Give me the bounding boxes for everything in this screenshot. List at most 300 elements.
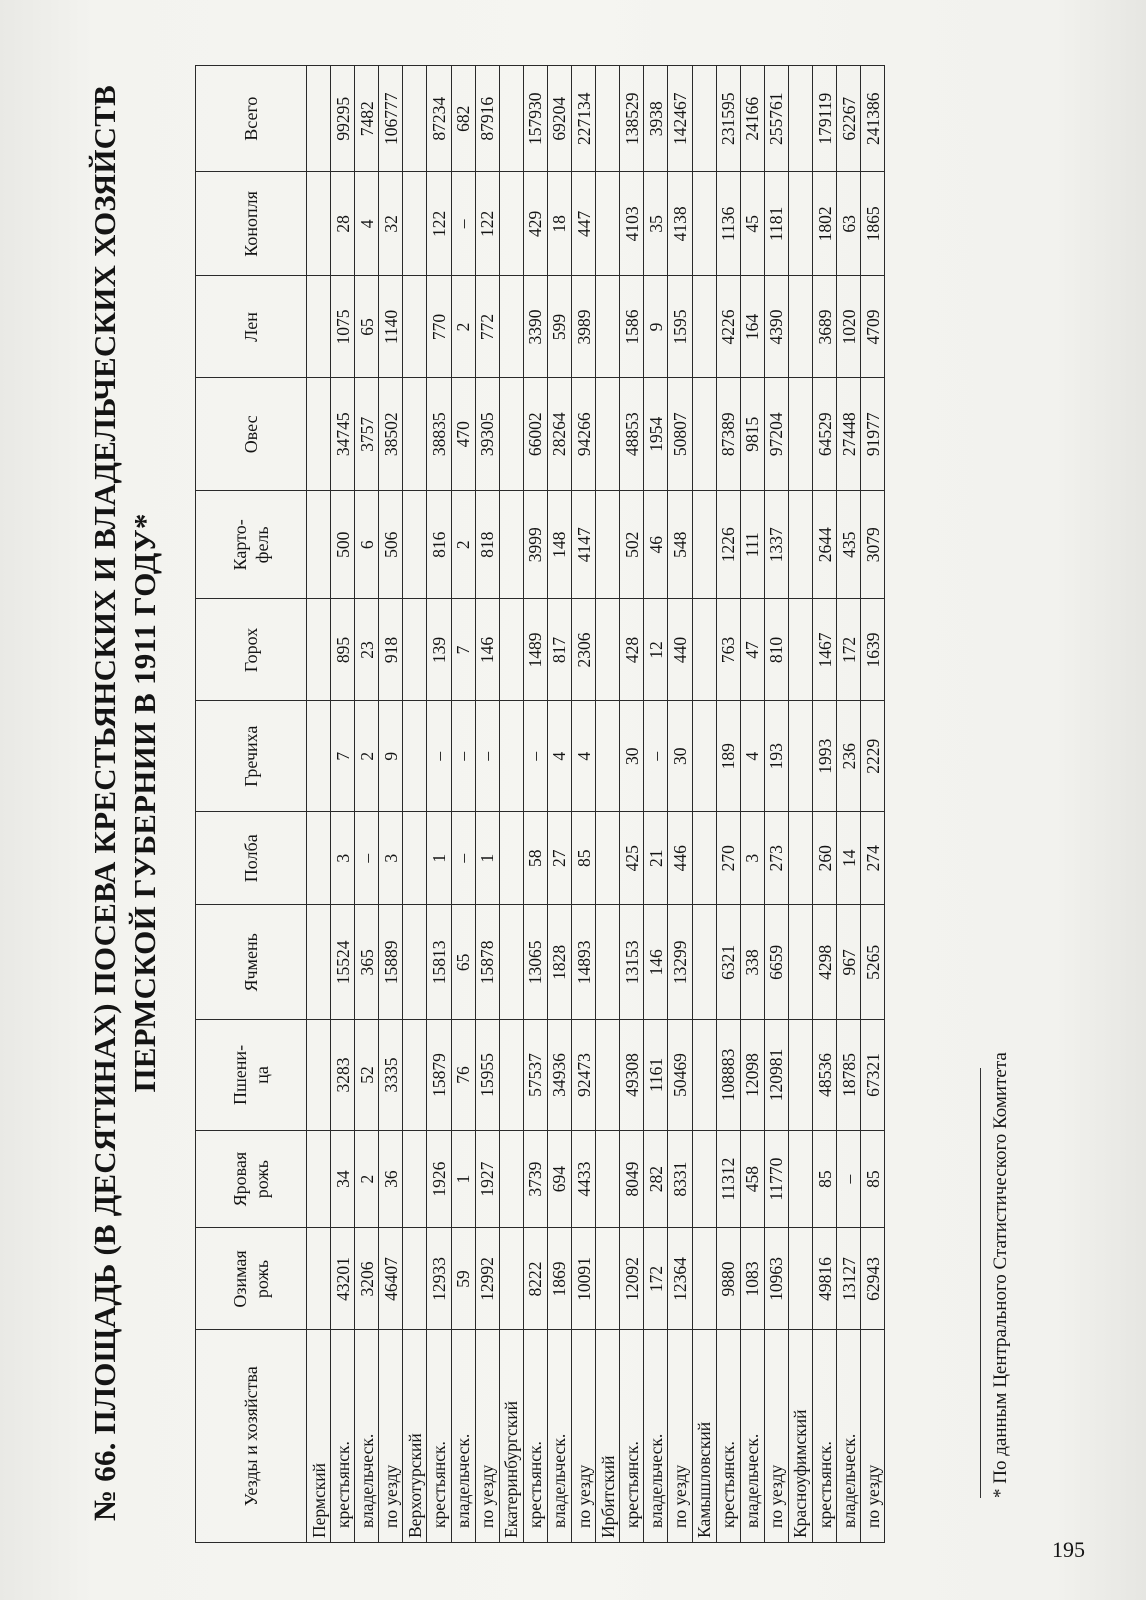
table-cell: 12 bbox=[644, 599, 668, 701]
table-cell bbox=[403, 905, 427, 1020]
table-cell: 23 bbox=[355, 599, 379, 701]
column-header: Конопля bbox=[196, 172, 307, 276]
table-cell: 164 bbox=[740, 276, 764, 378]
table-cell: 1828 bbox=[547, 905, 571, 1020]
table-cell: 1083 bbox=[740, 1228, 764, 1330]
table-cell bbox=[596, 1130, 620, 1228]
table-cell bbox=[596, 491, 620, 599]
table-cell: 458 bbox=[740, 1130, 764, 1228]
table-cell: 1926 bbox=[427, 1130, 451, 1228]
district-name: Верхотурский bbox=[403, 1330, 427, 1543]
table-cell: 48853 bbox=[620, 378, 644, 491]
table-cell: 13153 bbox=[620, 905, 644, 1020]
table-cell: 8331 bbox=[668, 1130, 692, 1228]
row-label: по уезду bbox=[379, 1330, 403, 1543]
table-cell bbox=[788, 1228, 812, 1330]
table-cell: 43201 bbox=[331, 1228, 355, 1330]
table-cell: 2644 bbox=[812, 491, 836, 599]
table-cell: 49816 bbox=[812, 1228, 836, 1330]
table-cell: 4 bbox=[547, 701, 571, 812]
table-cell: 12992 bbox=[475, 1228, 499, 1330]
rotated-page-content bbox=[80, 63, 1090, 1543]
table-cell bbox=[499, 599, 523, 701]
table-cell bbox=[307, 701, 331, 812]
table-group-row bbox=[403, 66, 427, 1543]
table-cell: 193 bbox=[764, 701, 788, 812]
table-cell: 36 bbox=[379, 1130, 403, 1228]
table-cell bbox=[692, 172, 716, 276]
table-cell: 157930 bbox=[523, 66, 547, 172]
table-row bbox=[812, 66, 836, 1543]
table-cell bbox=[596, 1020, 620, 1131]
table-cell: 45 bbox=[740, 172, 764, 276]
table-cell: 120981 bbox=[764, 1020, 788, 1131]
column-header: Пшени- ца bbox=[196, 1020, 307, 1131]
table-cell: 67321 bbox=[861, 1020, 885, 1131]
table-cell: – bbox=[451, 701, 475, 812]
district-name: Екатеринбургский bbox=[499, 1330, 523, 1543]
table-cell: 13299 bbox=[668, 905, 692, 1020]
table-cell bbox=[596, 1228, 620, 1330]
table-cell: 447 bbox=[572, 172, 596, 276]
table-cell: – bbox=[355, 811, 379, 905]
table-cell: 273 bbox=[764, 811, 788, 905]
table-cell: 1140 bbox=[379, 276, 403, 378]
table-cell: 2306 bbox=[572, 599, 596, 701]
table-cell: 65 bbox=[451, 905, 475, 1020]
table-cell bbox=[692, 66, 716, 172]
table-cell: 428 bbox=[620, 599, 644, 701]
table-cell: 14893 bbox=[572, 905, 596, 1020]
row-label: крестьянск. bbox=[620, 1330, 644, 1543]
table-cell bbox=[403, 1020, 427, 1131]
table-cell: 48536 bbox=[812, 1020, 836, 1131]
table-cell: 146 bbox=[644, 905, 668, 1020]
table-cell: 1993 bbox=[812, 701, 836, 812]
table-group-row bbox=[596, 66, 620, 1543]
table-cell: 92473 bbox=[572, 1020, 596, 1131]
table-cell: 18 bbox=[547, 172, 571, 276]
table-cell: 4226 bbox=[716, 276, 740, 378]
table-cell: 35 bbox=[644, 172, 668, 276]
footnote-divider bbox=[980, 1068, 981, 1498]
table-cell: 18785 bbox=[837, 1020, 861, 1131]
table-cell: 15524 bbox=[331, 905, 355, 1020]
table-cell: 1337 bbox=[764, 491, 788, 599]
table-cell bbox=[499, 701, 523, 812]
table-cell bbox=[403, 172, 427, 276]
table-cell: 3 bbox=[331, 811, 355, 905]
table-cell: 24166 bbox=[740, 66, 764, 172]
table-cell: 1586 bbox=[620, 276, 644, 378]
table-cell bbox=[307, 491, 331, 599]
table-cell bbox=[596, 276, 620, 378]
row-label: по уезду bbox=[764, 1330, 788, 1543]
table-cell: 895 bbox=[331, 599, 355, 701]
table-cell: 274 bbox=[861, 811, 885, 905]
table-cell: 1639 bbox=[861, 599, 885, 701]
table-cell bbox=[403, 1130, 427, 1228]
table-cell: 139 bbox=[427, 599, 451, 701]
table-cell: 763 bbox=[716, 599, 740, 701]
table-cell: 66002 bbox=[523, 378, 547, 491]
row-label: крестьянск. bbox=[812, 1330, 836, 1543]
table-cell: 138529 bbox=[620, 66, 644, 172]
page-number: 195 bbox=[1052, 1537, 1085, 1562]
table-cell: 3079 bbox=[861, 491, 885, 599]
table-cell: 1595 bbox=[668, 276, 692, 378]
table-cell: 9815 bbox=[740, 378, 764, 491]
table-cell: 3 bbox=[740, 811, 764, 905]
table-cell bbox=[403, 811, 427, 905]
table-cell bbox=[788, 905, 812, 1020]
table-cell: 446 bbox=[668, 811, 692, 905]
table-cell: 2 bbox=[355, 701, 379, 812]
table-cell bbox=[788, 66, 812, 172]
table-cell: 106777 bbox=[379, 66, 403, 172]
column-header: Полба bbox=[196, 811, 307, 905]
table-cell: 3989 bbox=[572, 276, 596, 378]
table-cell: 1954 bbox=[644, 378, 668, 491]
table-cell: 4709 bbox=[861, 276, 885, 378]
table-cell: 76 bbox=[451, 1020, 475, 1131]
table-cell bbox=[499, 66, 523, 172]
table-cell: 6 bbox=[355, 491, 379, 599]
table-cell bbox=[307, 66, 331, 172]
table-cell: 967 bbox=[837, 905, 861, 1020]
table-cell: 425 bbox=[620, 811, 644, 905]
table-cell: 772 bbox=[475, 276, 499, 378]
table-cell: 770 bbox=[427, 276, 451, 378]
table-cell bbox=[499, 811, 523, 905]
column-header: Горох bbox=[196, 599, 307, 701]
table-cell: 4 bbox=[740, 701, 764, 812]
table-cell bbox=[692, 811, 716, 905]
table-cell bbox=[307, 1020, 331, 1131]
table-cell: – bbox=[451, 811, 475, 905]
footnote: * По данным Центрального Статистического Комитета bbox=[990, 1052, 1011, 1498]
table-cell: – bbox=[427, 701, 451, 812]
row-label: по уезду bbox=[572, 1330, 596, 1543]
table-cell: 7 bbox=[331, 701, 355, 812]
table-cell bbox=[596, 66, 620, 172]
table-cell bbox=[788, 599, 812, 701]
table-cell: 3 bbox=[379, 811, 403, 905]
row-label: владельческ. bbox=[547, 1330, 571, 1543]
table-cell bbox=[788, 172, 812, 276]
table-cell: 4 bbox=[355, 172, 379, 276]
table-cell: 429 bbox=[523, 172, 547, 276]
table-cell: 94266 bbox=[572, 378, 596, 491]
table-cell: 57537 bbox=[523, 1020, 547, 1131]
table-cell: 12092 bbox=[620, 1228, 644, 1330]
row-label: крестьянск. bbox=[523, 1330, 547, 1543]
table-row bbox=[547, 66, 571, 1543]
table-cell: 7482 bbox=[355, 66, 379, 172]
table-cell bbox=[788, 811, 812, 905]
table-header-row bbox=[196, 66, 307, 1543]
column-header: Озимая рожь bbox=[196, 1228, 307, 1330]
table-cell: 108883 bbox=[716, 1020, 740, 1131]
table-cell: 506 bbox=[379, 491, 403, 599]
table-cell: 11312 bbox=[716, 1130, 740, 1228]
column-header-district: Уезды и хозяйства bbox=[196, 1330, 307, 1543]
table-cell: 6321 bbox=[716, 905, 740, 1020]
table-cell bbox=[307, 905, 331, 1020]
table-cell: 255761 bbox=[764, 66, 788, 172]
table-cell bbox=[499, 491, 523, 599]
table-cell: 34745 bbox=[331, 378, 355, 491]
row-label: по уезду bbox=[861, 1330, 885, 1543]
column-header: Лен bbox=[196, 276, 307, 378]
table-cell: 4433 bbox=[572, 1130, 596, 1228]
table-cell: 2229 bbox=[861, 701, 885, 812]
column-header: Всего bbox=[196, 66, 307, 172]
district-name: Камышловский bbox=[692, 1330, 716, 1543]
table-cell: 10091 bbox=[572, 1228, 596, 1330]
table-cell: 12098 bbox=[740, 1020, 764, 1131]
table-cell: 34936 bbox=[547, 1020, 571, 1131]
table-cell: 1181 bbox=[764, 172, 788, 276]
table-cell: 1927 bbox=[475, 1130, 499, 1228]
district-name: Красноуфимский bbox=[788, 1330, 812, 1543]
table-cell: 27448 bbox=[837, 378, 861, 491]
table-cell: 4103 bbox=[620, 172, 644, 276]
table-cell: 28264 bbox=[547, 378, 571, 491]
table-cell: 1161 bbox=[644, 1020, 668, 1131]
table-cell bbox=[403, 491, 427, 599]
table-cell: 440 bbox=[668, 599, 692, 701]
table-row bbox=[451, 66, 475, 1543]
table-cell: 338 bbox=[740, 905, 764, 1020]
table-cell: 34 bbox=[331, 1130, 355, 1228]
row-label: владельческ. bbox=[740, 1330, 764, 1543]
page-subtitle: ПЕРМСКОЙ ГУБЕРНИИ В 1911 ГОДУ* bbox=[127, 513, 162, 1093]
table-cell bbox=[692, 905, 716, 1020]
table-cell: 260 bbox=[812, 811, 836, 905]
table-cell: 918 bbox=[379, 599, 403, 701]
table-row bbox=[837, 66, 861, 1543]
table-row bbox=[427, 66, 451, 1543]
table-cell bbox=[692, 1130, 716, 1228]
table-cell: 91977 bbox=[861, 378, 885, 491]
table-cell: 13127 bbox=[837, 1228, 861, 1330]
table-cell: 38502 bbox=[379, 378, 403, 491]
table-row bbox=[379, 66, 403, 1543]
table-cell bbox=[403, 378, 427, 491]
table-cell: 1136 bbox=[716, 172, 740, 276]
table-cell: 4 bbox=[572, 701, 596, 812]
district-name: Пермский bbox=[307, 1330, 331, 1543]
table-cell: 282 bbox=[644, 1130, 668, 1228]
table-row bbox=[355, 66, 379, 1543]
column-header: Ячмень bbox=[196, 905, 307, 1020]
table-cell: 817 bbox=[547, 599, 571, 701]
table-cell: 99295 bbox=[331, 66, 355, 172]
table-cell: 27 bbox=[547, 811, 571, 905]
row-label: по уезду bbox=[668, 1330, 692, 1543]
table-cell bbox=[692, 1020, 716, 1131]
sown-area-table bbox=[195, 65, 885, 1543]
table-cell: 179119 bbox=[812, 66, 836, 172]
table-cell bbox=[307, 1130, 331, 1228]
table-cell: 500 bbox=[331, 491, 355, 599]
row-label: владельческ. bbox=[644, 1330, 668, 1543]
table-row bbox=[861, 66, 885, 1543]
table-cell: 15878 bbox=[475, 905, 499, 1020]
table-cell bbox=[403, 276, 427, 378]
table-row bbox=[572, 66, 596, 1543]
table-cell: 548 bbox=[668, 491, 692, 599]
table-row bbox=[620, 66, 644, 1543]
table-cell: 7 bbox=[451, 599, 475, 701]
table-cell: 87234 bbox=[427, 66, 451, 172]
table-cell: 148 bbox=[547, 491, 571, 599]
table-cell: 3999 bbox=[523, 491, 547, 599]
district-name: Ирбитский bbox=[596, 1330, 620, 1543]
table-cell: 1 bbox=[475, 811, 499, 905]
table-cell bbox=[499, 172, 523, 276]
table-cell: 13065 bbox=[523, 905, 547, 1020]
table-cell bbox=[596, 172, 620, 276]
table-group-row bbox=[499, 66, 523, 1543]
table-group-row bbox=[788, 66, 812, 1543]
table-cell: 189 bbox=[716, 701, 740, 812]
table-cell: 50469 bbox=[668, 1020, 692, 1131]
table-cell: 15879 bbox=[427, 1020, 451, 1131]
table-cell: 85 bbox=[812, 1130, 836, 1228]
table-cell bbox=[307, 599, 331, 701]
table-row bbox=[764, 66, 788, 1543]
table-cell: 142467 bbox=[668, 66, 692, 172]
table-row bbox=[740, 66, 764, 1543]
table-group-row bbox=[692, 66, 716, 1543]
table-cell: 270 bbox=[716, 811, 740, 905]
table-row bbox=[716, 66, 740, 1543]
table-cell: 1 bbox=[427, 811, 451, 905]
table-cell: 122 bbox=[475, 172, 499, 276]
table-cell bbox=[403, 1228, 427, 1330]
table-row bbox=[644, 66, 668, 1543]
table-cell: 111 bbox=[740, 491, 764, 599]
table-cell: 11770 bbox=[764, 1130, 788, 1228]
table-cell: 3689 bbox=[812, 276, 836, 378]
table-cell: 46407 bbox=[379, 1228, 403, 1330]
table-cell: 12933 bbox=[427, 1228, 451, 1330]
table-cell: 62943 bbox=[861, 1228, 885, 1330]
table-cell: 10963 bbox=[764, 1228, 788, 1330]
table-cell: 64529 bbox=[812, 378, 836, 491]
table-row bbox=[523, 66, 547, 1543]
table-cell: 38835 bbox=[427, 378, 451, 491]
table-cell bbox=[499, 1130, 523, 1228]
table-cell bbox=[307, 1228, 331, 1330]
table-cell: 3283 bbox=[331, 1020, 355, 1131]
table-cell bbox=[692, 378, 716, 491]
table-cell: 502 bbox=[620, 491, 644, 599]
table-cell bbox=[788, 701, 812, 812]
table-cell: 818 bbox=[475, 491, 499, 599]
table-cell bbox=[596, 905, 620, 1020]
table-cell: 85 bbox=[861, 1130, 885, 1228]
row-label: крестьянск. bbox=[331, 1330, 355, 1543]
row-label: крестьянск. bbox=[716, 1330, 740, 1543]
page-title: № 66. ПЛОЩАДЬ (В ДЕСЯТИНАХ) ПОСЕВА КРЕСТЬЯНСКИХ И ВЛАДЕЛЬЧЕСКИХ ХОЗЯЙСТВ bbox=[87, 85, 122, 1522]
table-row bbox=[668, 66, 692, 1543]
table-cell: 5265 bbox=[861, 905, 885, 1020]
table-cell: 3938 bbox=[644, 66, 668, 172]
table-cell: 32 bbox=[379, 172, 403, 276]
table-cell: 146 bbox=[475, 599, 499, 701]
row-label: крестьянск. bbox=[427, 1330, 451, 1543]
row-label: владельческ. bbox=[451, 1330, 475, 1543]
column-header: Яровая рожь bbox=[196, 1130, 307, 1228]
table-cell bbox=[596, 811, 620, 905]
column-header: Гречиха bbox=[196, 701, 307, 812]
table-cell: 62267 bbox=[837, 66, 861, 172]
table-row bbox=[331, 66, 355, 1543]
table-cell: 47 bbox=[740, 599, 764, 701]
table-cell: 1865 bbox=[861, 172, 885, 276]
table-cell: 52 bbox=[355, 1020, 379, 1131]
table-cell: 172 bbox=[837, 599, 861, 701]
table-cell: 8049 bbox=[620, 1130, 644, 1228]
table-cell: 50807 bbox=[668, 378, 692, 491]
table-cell: 15955 bbox=[475, 1020, 499, 1131]
table-cell: 3757 bbox=[355, 378, 379, 491]
table-cell bbox=[788, 1020, 812, 1131]
table-cell: 1 bbox=[451, 1130, 475, 1228]
table-cell: 4390 bbox=[764, 276, 788, 378]
table-cell bbox=[788, 491, 812, 599]
table-cell: 810 bbox=[764, 599, 788, 701]
table-cell: 2 bbox=[451, 491, 475, 599]
table-cell bbox=[692, 599, 716, 701]
table-cell bbox=[403, 66, 427, 172]
table-cell: – bbox=[644, 701, 668, 812]
table-cell bbox=[307, 378, 331, 491]
table-cell: 682 bbox=[451, 66, 475, 172]
table-cell: 4147 bbox=[572, 491, 596, 599]
table-cell: 694 bbox=[547, 1130, 571, 1228]
table-cell bbox=[692, 1228, 716, 1330]
table-cell bbox=[307, 811, 331, 905]
table-cell bbox=[499, 905, 523, 1020]
table-cell: 59 bbox=[451, 1228, 475, 1330]
table-cell: 30 bbox=[620, 701, 644, 812]
table-cell: 69204 bbox=[547, 66, 571, 172]
table-cell bbox=[307, 276, 331, 378]
table-cell: – bbox=[475, 701, 499, 812]
table-cell: 9880 bbox=[716, 1228, 740, 1330]
table-cell: 87389 bbox=[716, 378, 740, 491]
table-cell bbox=[788, 378, 812, 491]
table-cell: 4138 bbox=[668, 172, 692, 276]
table-cell: 241386 bbox=[861, 66, 885, 172]
table-cell: 14 bbox=[837, 811, 861, 905]
table-group-row bbox=[307, 66, 331, 1543]
table-cell bbox=[596, 378, 620, 491]
table-cell: 3335 bbox=[379, 1020, 403, 1131]
table-cell: 39305 bbox=[475, 378, 499, 491]
table-cell: 236 bbox=[837, 701, 861, 812]
table-cell: 15889 bbox=[379, 905, 403, 1020]
table-cell: 12364 bbox=[668, 1228, 692, 1330]
table-cell bbox=[596, 599, 620, 701]
table-cell: 2 bbox=[451, 276, 475, 378]
table-cell bbox=[499, 378, 523, 491]
table-cell: 30 bbox=[668, 701, 692, 812]
